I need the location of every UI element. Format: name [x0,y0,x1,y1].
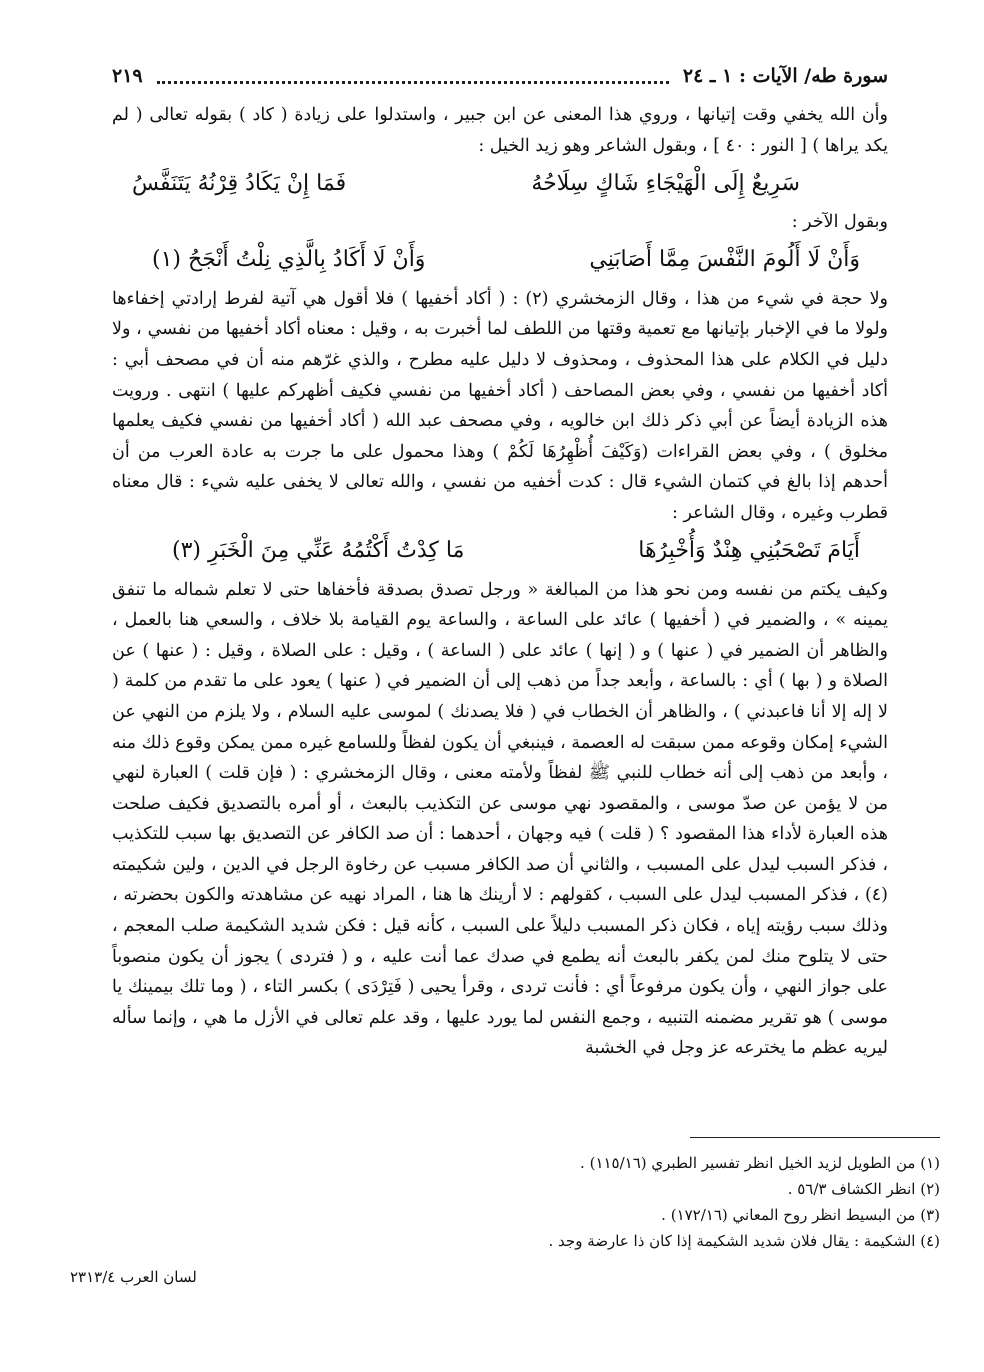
footnote-1: (١) من الطويل لزيد الخيل انظر تفسير الطبري (١١٥/١٦) . [580,1154,940,1172]
running-title: سورة طه/ الآيات : ١ ـ ٢٤ [682,65,888,87]
verse-2-second-hemistich: وَأَنْ لَا أَكَادُ بِالَّذِي نِلْتُ أَنْجَحُ (١) [152,247,426,273]
footnote-2: (٢) انظر الكشاف ٥٦/٣ . [787,1180,940,1198]
page-header [112,60,888,92]
footnote-separator [690,1137,940,1138]
footnotes [112,1150,940,1254]
verse-1-first-hemistich: سَرِيعٌ إِلَى الْهَيْجَاءِ شَاكٍ سِلَاحُهُ [531,170,800,196]
paragraph-zamakhshari: ولا حجة في شيء من هذا ، وقال الزمخشري (٢) : ( أكاد أخفيها ) فلا أقول هي آتية لفرط إرادتي إخفاءها ولولا ما في الإخبار بإتيانها مع تعمية وقتها من اللطف لما أخبرت به ، وقيل : معناه أكاد أخفيها من نفسي ، ولا دليل في الكلام على هذا المحذوف ، ومحذوف لا دليل عليه مطرح ، والذي غرّهم منه أن في مصحف أبي : أكاد أخفيها من نفسي ، وفي بعض المصاحف ( أكاد أخفيها من نفسي فكيف أظهركم عليها ) انتهى . ورويت هذه الزيادة أيضاً عن أبي ذكر ذلك ابن خالويه ، وفي مصحف عبد الله ( أكاد أخفيها من نفسي فكيف يعلمها مخلوق ) ، وفي بعض القراءات (وَكَيْفَ أُظْهِرُهَا لَكُمْ ) وهذا محمول على ما جرت به عادة العرب من أن أحدهم إذا بالغ في كتمان الشيء قال : كدت أخفيه من نفسي ، والله تعالى لا يخفى عليه شيء : قال معناه قطرب وغيره ، وقال الشاعر : [112,288,889,523]
verse-1 [112,161,888,207]
paragraph-another-poet: وبقول الآخر : [791,212,888,233]
verse-2 [112,238,888,284]
verse-2-first-hemistich: وَأَنْ لَا أَلُومَ النَّفْسَ مِمَّا أَصَابَنِي [589,247,860,273]
body-text [112,100,888,1064]
verse-3-first-hemistich: أَيَامَ تَصْحَبُنِي هِنْدٌ وَأُخْبِرُهَا [638,538,860,564]
paragraph-intro: وأن الله يخفي وقت إتيانها ، وروي هذا المعنى عن ابن جبير ، واستدلوا على زيادة ( كاد ) بقوله تعالى ( لم يكد يراها ) [ النور : ٤٠ ] ، وبقول الشاعر وهو زيد الخيل : [112,105,888,156]
verse-3-second-hemistich: مَا كِدْتُ أَكْتُمُهُ عَنِّي مِنَ الْخَبَرِ (٣) [172,538,465,564]
verse-3 [112,529,888,575]
library-stamp: لسان العرب ٢٣١٣/٤ [70,1268,197,1286]
footnote-4: (٤) الشكيمة : يقال فلان شديد الشكيمة إذا كان ذا عارضة وجد . [548,1232,940,1250]
verse-1-second-hemistich: فَمَا إِنْ يَكَادُ قِرْنُهُ يَتَنَفَّسُ [132,170,347,196]
paragraph-commentary: وكيف يكتم من نفسه ومن نحو هذا من المبالغة « ورجل تصدق بصدقة فأخفاها حتى لا تعلم شماله ما تنفق يمينه » ، والضمير في ( أخفيها ) عائد على الساعة ، والساعة يوم القيامة بلا خلاف ، والسعي هنا بالعمل ، والظاهر أن الضمير في ( عنها ) و ( إنها ) عائد على ( الساعة ) ، وقيل : على الصلاة ، وقيل : ( عنها ) عن الصلاة و ( بها ) أي : بالساعة ، وأبعد جداً من ذهب إلى أن الضمير في ( عنها ) يعود على ما تقدم من كلمة ( لا إله إلا أنا فاعبدني ) ، والظاهر أن الخطاب في ( فلا يصدنك ) لموسى عليه السلام ، ولا يلزم من النهي عن الشيء إمكان وقوعه ممن سبقت له العصمة ، فينبغي أن يكون لفظاً وللسامع غيره ممن يمكن وقوع ذلك منه ، وأبعد من ذهب إلى أنه خطاب للنبي ﷺ لفظاً ولأمته معنى ، وقال الزمخشري : ( فإن قلت ) العبارة لنهي من لا يؤمن عن صدّ موسى ، والمقصود نهي موسى عن التكذيب بالبعث ، أو أمره بالتصديق فكيف صلحت هذه العبارة لأداء هذا المقصود ؟ ( قلت ) فيه وجهان ، أحدهما : أن صد الكافر عن التصديق بها سبب للتكذيب ، فذكر السبب ليدل على المسبب ، والثاني أن صد الكافر مسبب عن رخاوة الرجل في الدين ، ولين شكيمته (٤) ، فذكر المسبب ليدل على السبب ، كقولهم : لا أرينك ها هنا ، المراد نهيه عن مشاهدته والكون بحضرته ، وذلك سبب رؤيته إياه ، فكان ذكر المسبب دليلاً على السبب ، كأنه قيل : فكن شديد الشكيمة صلب المعجم ، حتى لا يتلوح منك لمن يكفر بالبعث أنه يطمع في صدك عما أنت عليه ، و ( فتردى ) يجوز أن يكون منصوباً على جواز النهي ، وأن يكون مرفوعاً أي : فأنت تردى ، وقرأ يحيى ( فَتِرْدَى ) بكسر التاء ، ( وما تلك بيمينك يا موسى ) هو تقرير مضمنه التنبيه ، وجمع النفس لما يورد عليها ، وقد علم تعالى في الأزل ما هي ، وإنما سأله ليريه عظم ما يخترعه عز وجل في الخشبة [112,579,888,1059]
footnote-3: (٣) من البسيط انظر روح المعاني (١٧٢/١٦) . [661,1206,940,1224]
page-number: ٢١٩ [112,65,143,87]
header-dot-leader [157,69,669,84]
